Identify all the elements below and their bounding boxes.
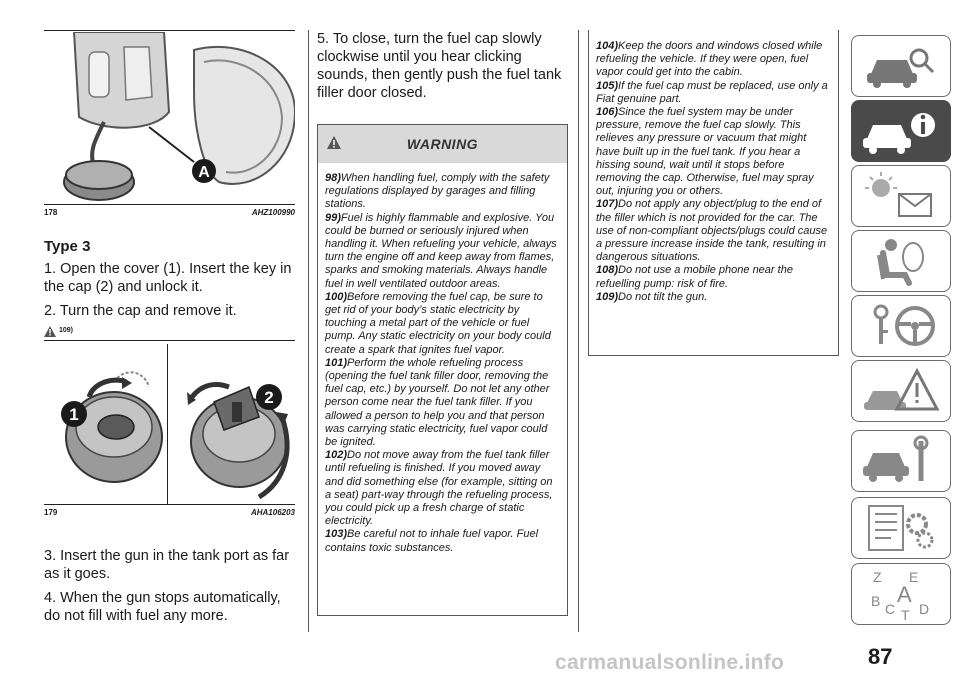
warning-item-number: 104) [596,40,619,52]
warning-item-number: 100) [325,290,348,303]
warning-item-number: 98) [325,172,341,184]
step-3: 3. Insert the gun in the tank port as far as it goes. [44,548,290,582]
figure-number: 178 [44,208,58,217]
warning-item-text: Keep the doors and windows closed while refueling the vehicle. If they were open, fuel vapor could get into the cabin. [596,40,823,79]
figure-top-rule [44,340,295,341]
warning-item-text: Do not move away from the fuel tank filler until refueling is finished. If you moved away and did something else (for example, sitting on a seat) part-way through the refueling process, you could pick up a fresh charge of static electricity. [325,449,553,528]
refuel-steps [44,547,299,631]
figure-bottom-rule [44,204,295,205]
chapter-tab-technical-data[interactable] [851,497,951,559]
airbag-seat-icon [861,235,941,287]
chapter-tab-emergency[interactable] [851,360,951,422]
warning-item-number: 109) [596,290,619,303]
warning-item-number: 106) [596,106,619,119]
warning-box-continued [588,30,839,356]
warning-title: WARNING [406,136,479,152]
label-2: 2 [264,388,274,407]
watermark: carmanualsonline.info [555,651,785,674]
warning-reference [44,322,299,340]
index-icon [861,568,941,620]
figure-caption [44,508,295,517]
chapter-tab-key-steering[interactable] [851,295,951,357]
section-heading: Type 3 [44,238,91,255]
chapter-tab-warning-lights[interactable] [851,165,951,227]
warning-triangle-icon [44,326,56,337]
figure-178 [44,30,295,227]
page-number: 87 [868,644,893,669]
figure-top-rule [44,30,295,31]
warning-item [325,357,560,449]
figure-caption [44,208,295,217]
step-1: 1. Open the cover (1). Insert the key in the cap (2) and unlock it. [44,261,292,295]
warning-list-continued [589,30,838,313]
warning-item [325,528,560,554]
car-search-icon [861,40,941,92]
warning-item-text: Do not tilt the gun. [618,290,708,303]
warning-item [325,172,560,212]
key-steering-icon [861,300,941,352]
warning-item-text: Fuel is highly flammable and explosive. You could be burned or seriously injured when handling it. When refueling your vehicle, always turn the engine off and keep away from flames, sparks and smoking materials. Always handle fuel in well ventilated outdoor areas. [325,211,557,290]
warning-item-number: 101) [325,356,348,369]
warning-item [596,106,831,198]
warning-item [596,80,831,106]
warning-item-text: When handling fuel, comply with the safety regulations displayed by garages and filling stations. [325,172,550,211]
warning-item [325,449,560,528]
warning-item-number: 105) [596,79,619,92]
warning-item-text: Before removing the fuel cap, be sure to get rid of your body’s static electricity by touching a metal part of the vehicle or fuel pump. Any static electricity on your body could create a spark that ignites fuel vapor. [325,290,551,356]
warning-item-text: If the fuel cap must be replaced, use only a Fiat genuine part. [596,79,828,105]
label-1: 1 [69,405,79,424]
chapter-tab-car-service[interactable] [851,430,951,492]
warning-item [325,291,560,357]
step-5: 5. To close, turn the fuel cap slowly clockwise until you hear clicking sounds, then gently push the fuel tank filler door closed. [317,31,562,101]
warning-item-number: 107) [596,198,619,211]
figure-bottom-rule [44,504,295,505]
chapter-tab-car-info[interactable] [851,100,951,162]
column-divider-2 [578,30,579,632]
warning-item-text: Be careful not to inhale fuel vapor. Fuel contains toxic substances. [325,528,539,554]
warning-item-text: Do not apply any object/plug to the end of the filler which is not provided for the car. The use of non-compliant objects/plugs could cause a pressure increase inside the tank, resulting in dangerous situations. [596,198,828,264]
warning-list [318,163,567,564]
warning-item [596,264,831,290]
step-2: 2. Turn the cap and remove it. [44,303,237,319]
warning-item-number: 108) [596,264,619,277]
index-letter: B [871,593,881,609]
index-letter: D [919,601,930,617]
warning-lights-icon [861,170,941,222]
warning-item-number: 99) [325,211,341,224]
fuel-cap-tether-illustration [44,32,295,204]
label-a: A [198,164,210,181]
reference-number: 109) [59,327,74,334]
warning-header [318,125,567,163]
warning-item [596,40,831,80]
warning-item-text: Since the fuel system may be under pressure, remove the fuel cap slowly. This relieves any pressure or vacuum that might have built up in the fuel tank. If you hear a hissing sound, wait until it stops before removing the cap. Otherwise, fuel may spray out, injuring you or others. [596,106,814,198]
chapter-tab-car-search[interactable] [851,35,951,97]
warning-item-number: 103) [325,528,348,541]
index-letter: E [909,569,919,585]
figure-code: AHZ100990 [251,208,295,217]
type3-section [44,238,299,340]
figure-number: 179 [44,508,58,517]
fuel-cap-open-illustration [44,342,295,507]
warning-item [596,291,831,304]
technical-data-icon [861,502,941,554]
warning-item-number: 102) [325,449,348,462]
car-info-icon [861,105,941,157]
index-letter: Z [873,569,882,585]
warning-triangle-icon [327,136,341,149]
emergency-icon [861,365,941,417]
warning-box [317,124,568,616]
warning-item-text: Do not use a mobile phone near the refuelling pump: risk of fire. [596,264,793,290]
figure-code: AHA106203 [250,508,295,517]
column-divider-1 [308,30,309,632]
index-letter: C [885,601,896,617]
index-letter: A [897,582,912,607]
chapter-tab-index[interactable] [851,563,951,625]
warning-item-text: Perform the whole refueling process (opening the fuel tank filler door, removing the fuel cap, etc.) by yourself. Do not let any other person come near the fuel tank filler. If you allowed a person to help you and that person was carrying static electricity, fuel vapor could be ignited. [325,356,550,449]
index-letter: T [901,607,910,620]
car-service-icon [861,435,941,487]
warning-item [596,198,831,264]
figure-179 [44,340,295,525]
chapter-tab-airbag-seat[interactable] [851,230,951,292]
step-4: 4. When the gun stops automatically, do not fill with fuel any more. [44,590,281,624]
warning-item [325,212,560,291]
